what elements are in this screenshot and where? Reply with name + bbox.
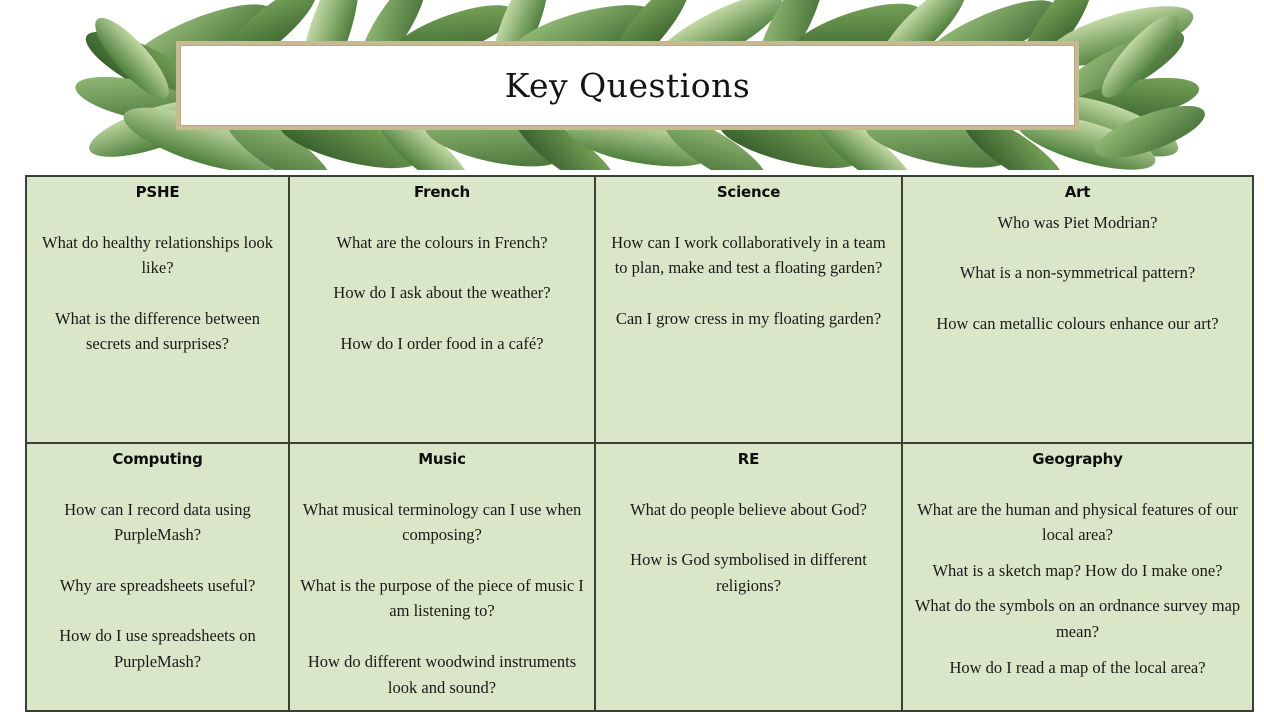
- question-list: [35, 230, 280, 357]
- question-item: Can I grow cress in my floating garden?: [615, 308, 882, 328]
- question-item: What is the purpose of the piece of music I am listening to?: [300, 575, 584, 621]
- table-row: [26, 176, 1253, 443]
- subject-cell-music: [289, 443, 595, 711]
- question-item: How do I order food in a café?: [340, 333, 544, 353]
- subject-cell-re: [595, 443, 902, 711]
- heading-spacer: [298, 204, 586, 230]
- question-list: [911, 210, 1244, 337]
- question-item: What do the symbols on an ordnance survey map mean?: [914, 596, 1241, 641]
- page-title: Key Questions: [504, 66, 751, 105]
- heading-spacer: [604, 204, 893, 230]
- table-row: [26, 443, 1253, 711]
- key-questions-table: [25, 175, 1254, 712]
- subject-heading: French: [414, 183, 470, 201]
- question-item: What is a non-symmetrical pattern?: [959, 263, 1196, 283]
- question-list: [298, 497, 586, 700]
- subject-heading: Art: [1064, 183, 1091, 201]
- question-item: How do I use spreadsheets on PurpleMash?: [59, 626, 256, 671]
- subject-cell-art: [902, 176, 1253, 443]
- heading-spacer: [35, 204, 280, 230]
- question-item: How can I record data using PurpleMash?: [64, 499, 251, 545]
- heading-spacer: [604, 471, 893, 497]
- question-item: How can I work collaboratively in a team to plan, make and test a floating garden?: [611, 232, 886, 278]
- question-item: How is God symbolised in different religions?: [630, 550, 867, 595]
- question-list: [35, 497, 280, 675]
- subject-heading: Geography: [1032, 450, 1123, 468]
- subject-cell-french: [289, 176, 595, 443]
- question-item: What are the human and physical features of our local area?: [917, 499, 1238, 545]
- question-list: [298, 230, 586, 357]
- subject-heading: RE: [737, 450, 760, 468]
- subject-heading: Computing: [112, 450, 203, 468]
- question-list: [911, 497, 1244, 680]
- question-item: What are the colours in French?: [336, 232, 548, 252]
- question-item: How do I ask about the weather?: [333, 283, 551, 303]
- question-item: What musical terminology can I use when composing?: [302, 499, 582, 545]
- heading-spacer: [35, 471, 280, 497]
- question-item: How can metallic colours enhance our art?: [936, 313, 1219, 333]
- subject-heading: Music: [418, 450, 466, 468]
- page-header-banner: [0, 0, 1264, 170]
- subject-cell-geography: [902, 443, 1253, 711]
- question-list: [604, 497, 893, 599]
- subject-cell-pshe: [26, 176, 289, 443]
- question-item: How do I read a map of the local area?: [949, 657, 1206, 677]
- heading-spacer: [911, 471, 1244, 497]
- subject-cell-science: [595, 176, 902, 443]
- question-item: How do different woodwind instruments look and sound?: [307, 652, 577, 697]
- question-item: What is the difference between secrets and surprises?: [55, 308, 260, 354]
- question-item: What is a sketch map? How do I make one?: [932, 560, 1223, 580]
- heading-spacer: [298, 471, 586, 497]
- question-item: What do people believe about God?: [630, 499, 867, 519]
- question-item: What do healthy relationships look like?: [42, 232, 273, 278]
- question-item: Who was Piet Modrian?: [997, 212, 1158, 232]
- subject-cell-computing: [26, 443, 289, 711]
- subject-heading: PSHE: [135, 183, 180, 201]
- question-item: Why are spreadsheets useful?: [59, 575, 256, 595]
- subject-heading: Science: [716, 183, 781, 201]
- question-list: [604, 230, 893, 332]
